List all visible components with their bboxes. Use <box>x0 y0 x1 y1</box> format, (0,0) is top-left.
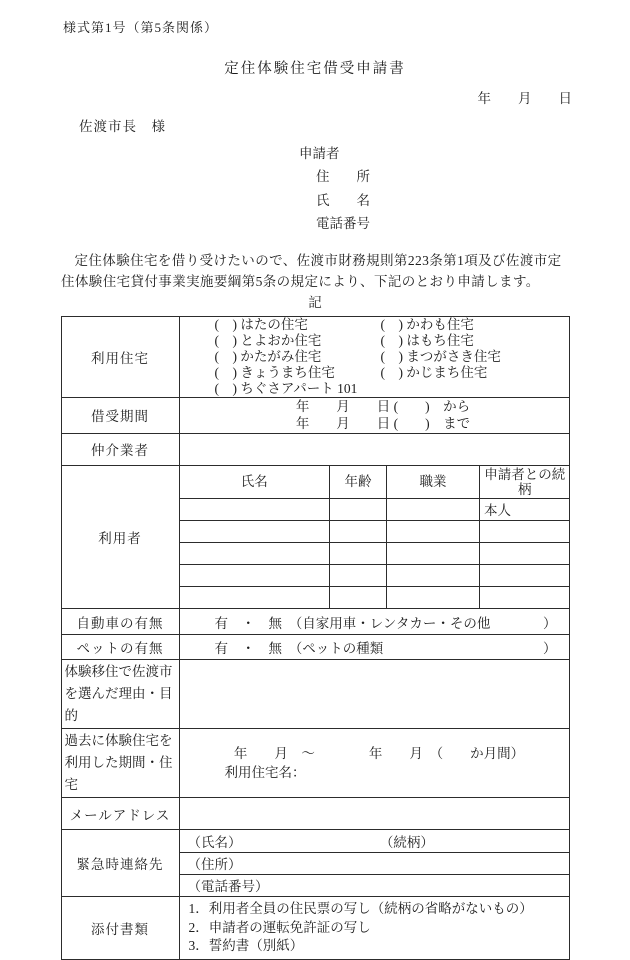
residence-option-row <box>215 381 569 397</box>
pet-label: ペットの有無 <box>61 635 179 660</box>
users-table <box>180 466 570 609</box>
row-residence <box>61 316 569 397</box>
users-row-4 <box>180 564 570 586</box>
users-col-age: 年齢 <box>330 466 387 499</box>
residence-option-row <box>215 333 569 349</box>
residence-option: ( ) きょうまち住宅 <box>214 364 335 380</box>
period-lines <box>180 398 569 432</box>
record-mark: 記 <box>308 294 322 310</box>
users-col-relation: 申請者との続柄 <box>480 466 570 499</box>
email-label: メールアドレス <box>61 798 179 830</box>
attachment-item: 1．利用者全員の住民票の写し（続柄の省略がないもの） <box>188 901 533 916</box>
row-agent <box>61 433 569 465</box>
residence-option: ( ) ちぐさアパート 101 <box>214 380 358 396</box>
row-emergency-contact <box>61 830 569 897</box>
residence-label: 利用住宅 <box>61 316 179 397</box>
residence-option: ( ) かたがみ住宅 <box>214 348 322 364</box>
residence-option-row <box>215 349 569 365</box>
agent-label: 仲介業者 <box>61 433 179 465</box>
emergency-name-label: （氏名） <box>187 834 242 850</box>
attachments-label: 添付書類 <box>61 897 179 960</box>
agent-value-cell <box>179 433 569 465</box>
applicant-block <box>299 142 630 236</box>
car-value-line <box>180 612 569 632</box>
pet-value-line <box>180 637 569 657</box>
users-row-1 <box>180 498 570 520</box>
row-attachments <box>61 897 569 960</box>
car-label: 自動車の有無 <box>61 609 179 635</box>
period-to-line: 年 月 日 ( ) まで <box>295 416 471 431</box>
users-row-2 <box>180 520 570 542</box>
residence-option-row <box>215 365 569 381</box>
form-number: 様式第1号（第5条関係） <box>63 20 219 35</box>
pet-value: 有 ・ 無 （ペットの種類 <box>214 641 384 656</box>
row-car <box>61 609 569 635</box>
users-row-5 <box>180 586 570 608</box>
emergency-table <box>180 830 569 896</box>
emergency-phone-label: （電話番号） <box>180 874 569 896</box>
past-label <box>61 729 179 798</box>
period-from-line: 年 月 日 ( ) から <box>295 399 471 414</box>
applicant-phone-label: 電話番号 <box>316 216 370 231</box>
residence-option: ( ) はもち住宅 <box>380 332 474 348</box>
addressee: 佐渡市長 様 <box>79 119 166 134</box>
residence-option: ( ) かわも住宅 <box>380 316 474 332</box>
row-past-use <box>61 729 569 798</box>
past-housing-name-line: 利用住宅名： <box>224 765 306 780</box>
past-period-line: 年 月 〜 年 月 （ か月間） <box>233 746 525 761</box>
users-col-job: 職業 <box>387 466 480 499</box>
emergency-relation-label: （続柄） <box>379 834 434 850</box>
residence-options <box>180 317 569 397</box>
reason-value-cell <box>179 660 569 729</box>
car-close-paren: ） <box>543 615 557 631</box>
emergency-address-row <box>180 852 569 874</box>
row-users <box>61 465 569 609</box>
users-col-name: 氏名 <box>180 466 330 499</box>
application-table <box>61 316 570 960</box>
emergency-phone-row <box>180 874 569 896</box>
users-row-3 <box>180 542 570 564</box>
users-header-row <box>180 466 570 499</box>
row-reason <box>61 660 569 729</box>
applicant-name-label: 氏 名 <box>316 192 370 208</box>
row-email <box>61 798 569 830</box>
page-title: 定住体験住宅借受申請書 <box>224 61 406 77</box>
past-label-line1: 過去に体験住宅を <box>64 733 173 748</box>
car-value: 有 ・ 無 （自家用車・レンタカー・その他 <box>214 615 491 631</box>
past-value-lines <box>180 744 569 782</box>
applicant-address-label: 住 所 <box>316 169 370 184</box>
reason-label-line2: を選んだ理由・目的 <box>64 686 173 723</box>
emergency-name-row <box>180 830 569 852</box>
email-value-cell <box>179 798 569 830</box>
reason-label-line1: 体験移住で佐渡市 <box>64 664 173 679</box>
residence-option: ( ) とよおか住宅 <box>214 332 322 348</box>
residence-option-row <box>215 317 569 333</box>
body-paragraph: 定住体験住宅を借り受けたいので、佐渡市財務規則第223条第1項及び佐渡市定住体験住宅貸付事業実施要綱第5条の規定により、下記のとおり申請します。 <box>61 252 562 289</box>
attachment-item: 3．誓約書（別紙） <box>188 938 304 953</box>
past-label-line2: 利用した期間・住宅 <box>64 755 173 792</box>
row-pet <box>61 635 569 660</box>
users-label: 利用者 <box>61 465 179 609</box>
attachment-item: 2．申請者の運転免許証の写し <box>188 919 371 935</box>
attachments-list <box>180 897 569 959</box>
reason-label <box>61 660 179 729</box>
emergency-label: 緊急時連絡先 <box>61 830 179 897</box>
row-rental-period <box>61 397 569 433</box>
residence-option: ( ) はたの住宅 <box>214 316 308 332</box>
emergency-address-label: （住所） <box>180 852 569 874</box>
users-self-relation: 本人 <box>480 498 570 520</box>
period-label: 借受期間 <box>61 397 179 433</box>
date-line: 年 月 日 <box>477 91 572 106</box>
applicant-label: 申請者 <box>299 146 340 161</box>
pet-close-paren: ） <box>543 641 557 656</box>
residence-option: ( ) まつがさき住宅 <box>380 348 501 364</box>
residence-option: ( ) かじまち住宅 <box>380 364 488 380</box>
